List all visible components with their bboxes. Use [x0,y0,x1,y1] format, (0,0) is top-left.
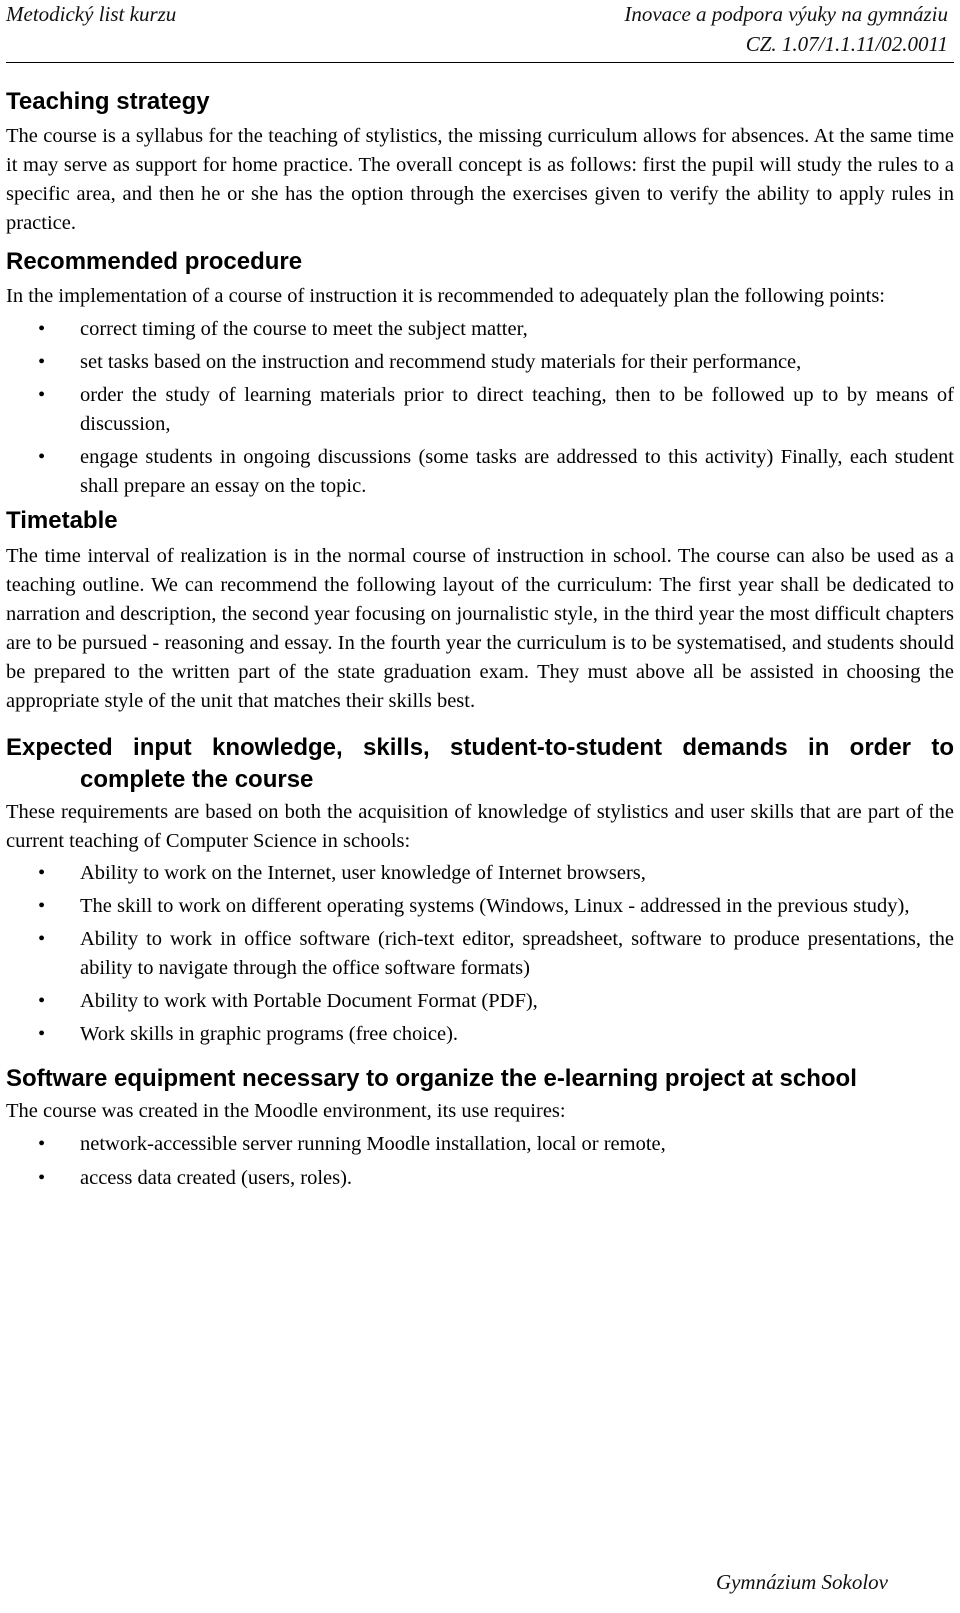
list-item-text: network-accessible server running Moodle installation, local or remote, [80,1133,666,1155]
list-item [6,348,954,377]
bullet-list [6,1130,954,1193]
list-item-text: Ability to work in office software (rich-text editor, spreadsheet, software to produce presentations, the ability to navigate through the office software formats) [80,928,954,979]
section-software-equipment [6,1063,954,1193]
list-item-text: The skill to work on different operating systems (Windows, Linux - addressed in the previous study), [80,895,910,917]
section-paragraph: These requirements are based on both the acquisition of knowledge of stylistics and user skills that are part of the current teaching of Computer Science in schools: [6,801,954,852]
page-footer: Gymnázium Sokolov [715,1570,888,1594]
bullet-list [6,315,954,501]
section-paragraph: The course was created in the Moodle environment, its use requires: [6,1100,566,1122]
list-item [6,859,954,888]
section-heading: Software equipment necessary to organize the e-learning project at school [6,1065,857,1092]
list-item [6,925,954,983]
list-item [6,315,954,344]
bullet-icon: • [38,1133,46,1155]
bullet-icon: • [38,1023,46,1045]
list-item [6,381,954,439]
list-item-text: correct timing of the course to meet the subject matter, [80,318,528,340]
list-item-text: Work skills in graphic programs (free choice). [80,1023,459,1045]
bullet-icon: • [38,318,46,340]
bullet-icon: • [38,928,46,950]
list-item [6,1164,954,1193]
header-right-code: CZ. 1.07/1.1.11/02.0011 [745,32,948,56]
list-item-text: Ability to work on the Internet, user knowledge of Internet browsers, [80,862,646,884]
document-content [6,86,954,1198]
list-item-text: set tasks based on the instruction and recommend study materials for their performance, [80,351,802,373]
list-item [6,1020,954,1049]
bullet-icon: • [38,384,46,406]
list-item-text: engage students in ongoing discussions (some tasks are addressed to this activity) Finally, each student shall prepare an essay on the topic. [80,446,954,497]
section-timetable [6,505,954,716]
bullet-icon: • [38,895,46,917]
bullet-icon: • [38,862,46,884]
list-item-text: access data created (users, roles). [80,1167,353,1189]
section-heading: Timetable [6,507,118,534]
section-heading: Teaching strategy [6,88,210,115]
list-item [6,987,954,1016]
page-header [6,0,954,63]
bullet-icon: • [38,990,46,1012]
list-item-text: Ability to work with Portable Document Format (PDF), [80,990,538,1012]
list-item [6,443,954,501]
section-expected-input [6,732,954,1049]
list-item [6,1130,954,1159]
list-item-text: order the study of learning materials prior to direct teaching, then to be followed up to by means of discussion, [80,384,954,435]
section-teaching-strategy [6,86,954,238]
bullet-list [6,859,954,1049]
bullet-icon: • [38,446,46,468]
section-paragraph: The course is a syllabus for the teaching of stylistics, the missing curriculum allows for absences. At the same time it may serve as support for home practice. The overall concept is as follows: first the pupil will study the rules to a specific area, and then he or she has the option through the exercises given to verify the ability to apply rules in practice. [6,125,954,234]
bullet-icon: • [38,1167,46,1189]
section-recommended-procedure [6,246,954,501]
header-left-text: Metodický list kurzu [6,2,177,26]
header-right-title: Inovace a podpora výuky na gymnáziu [624,2,948,26]
section-paragraph: In the implementation of a course of instruction it is recommended to adequately plan the following points: [6,285,886,307]
list-item [6,892,954,921]
section-paragraph: The time interval of realization is in the normal course of instruction in school. The course can also be used as a teaching outline. We can recommend the following layout of the curriculum: The first year shall be dedicated to narration and description, the second year focusing on journalistic style, in the third year the most difficult chapters are to be pursued - reasoning and essay. In the fourth year the curriculum is to be systematised, and students should be prepared to the written part of the state graduation exam. They must above all be assisted in choosing the appropriate style of the unit that matches their skills best. [6,545,954,712]
bullet-icon: • [38,351,46,373]
section-heading: Expected input knowledge, skills, student-to-student demands in order to complete the course [6,734,954,793]
section-heading: Recommended procedure [6,248,303,275]
